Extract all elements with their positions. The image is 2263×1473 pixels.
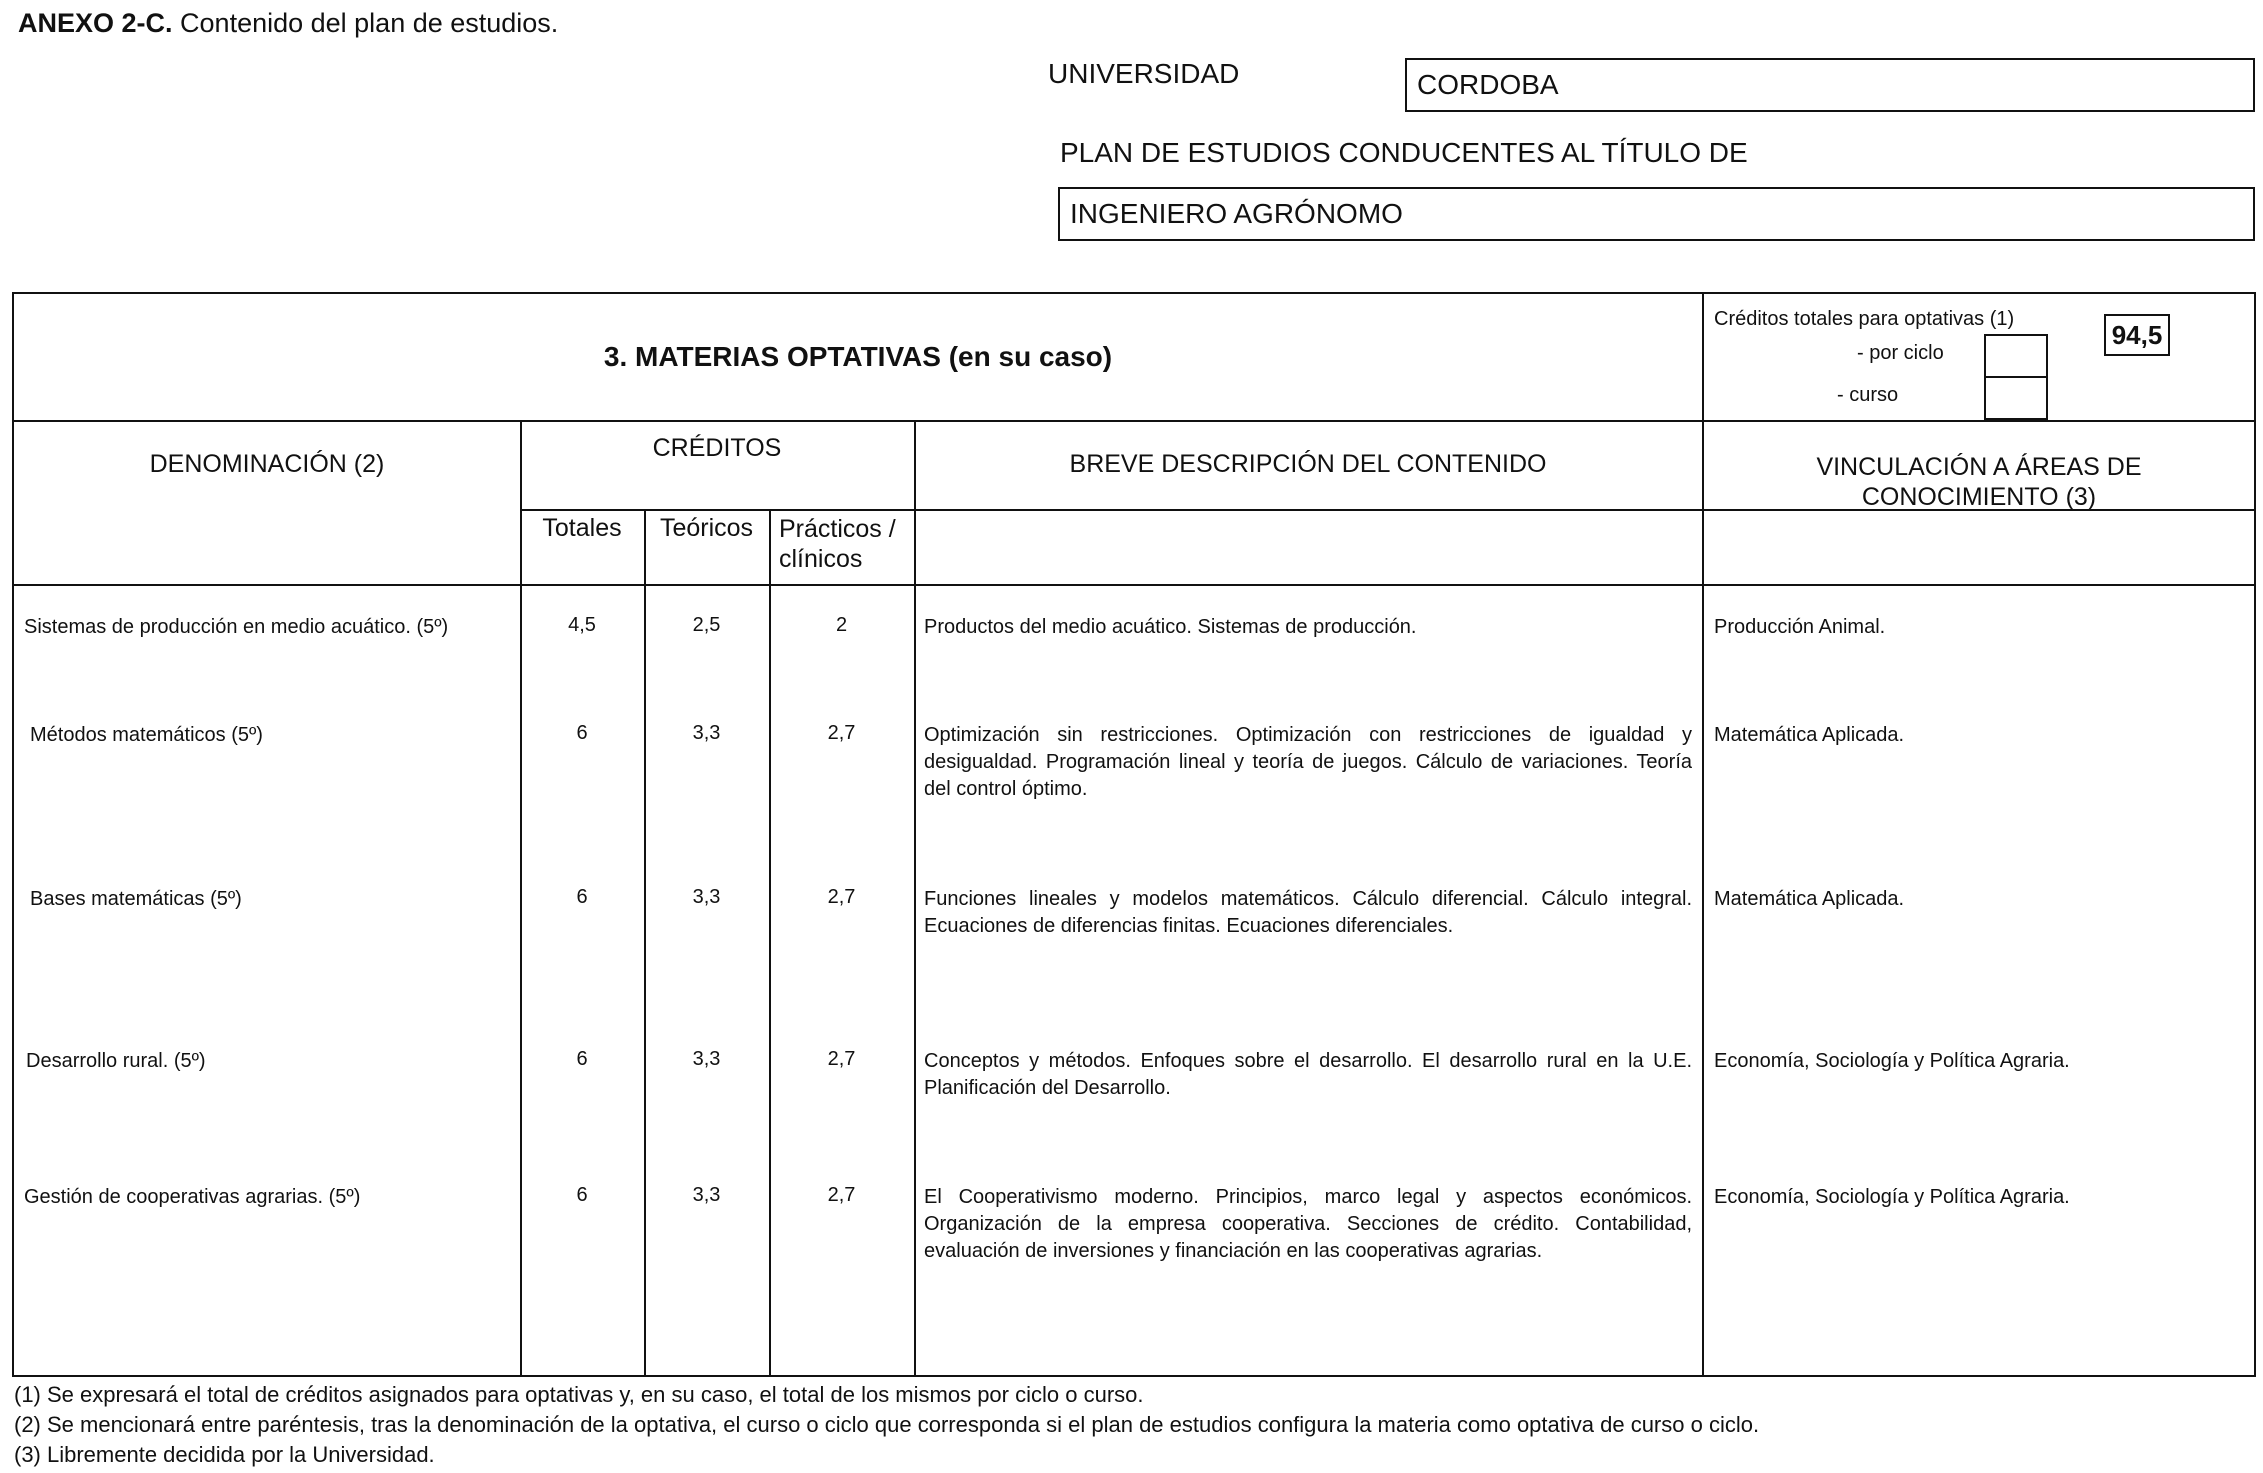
header-teoricos: Teóricos [659,514,754,542]
row-5-totales: 6 [576,1184,588,1206]
row-2-totales: 6 [576,722,588,744]
row-3-practicos: 2,7 [827,886,856,908]
row-1-name: Sistemas de producción en medio acuático. (5º) [24,616,449,638]
university-value: CORDOBA [1405,58,2255,112]
curso-label: - curso [1837,384,1899,406]
row-2-area: Matemática Aplicada. [1714,724,1905,746]
row-4-totales: 6 [576,1048,588,1070]
optional-subjects-table [12,292,2256,1377]
header-creditos: CRÉDITOS [652,434,782,462]
row-1-totales: 4,5 [568,614,596,636]
row-3-totales: 6 [576,886,588,908]
row-4-name: Desarrollo rural. (5º) [26,1050,206,1072]
header-vinculacion: VINCULACIÓN A ÁREAS DE CONOCIMIENTO (3) [1816,453,2142,511]
por-ciclo-box [1984,334,2048,378]
row-1-descripcion: Productos del medio acuático. Sistemas de producción. [924,616,1417,638]
degree-title-value: INGENIERO AGRÓNOMO [1058,187,2255,241]
header-totales: Totales [542,514,622,542]
row-3-teoricos: 3,3 [692,886,721,908]
row-3-name: Bases matemáticas (5º) [30,888,242,910]
row-3-area: Matemática Aplicada. [1714,888,1905,910]
row-1-teoricos: 2,5 [692,614,721,636]
section-title: 3. MATERIAS OPTATIVAS (en su caso) [603,341,1113,372]
row-2-descripcion: Optimización sin restricciones. Optimización con restricciones de igualdad y desigualdad. Programación lineal y teoría de juegos. Cálculo de variaciones. Teoría del control óptimo. [924,724,1692,800]
annex-label: ANEXO 2-C. [18,8,173,38]
header-denominacion: DENOMINACIÓN (2) [149,450,385,478]
curso-box [1984,376,2048,420]
row-2-teoricos: 3,3 [692,722,721,744]
annex-title [18,8,558,39]
row-1-practicos: 2 [835,614,848,636]
footnote-3: (3) Libremente decidida por la Universidad. [14,1442,435,1467]
row-5-name: Gestión de cooperativas agrarias. (5º) [24,1186,361,1208]
credits-total-label: Créditos totales para optativas (1) [1714,308,2015,330]
row-4-teoricos: 3,3 [692,1048,721,1070]
row-2-name: Métodos matemáticos (5º) [30,724,263,746]
row-5-teoricos: 3,3 [692,1184,721,1206]
header-practicos: Prácticos / clínicos [779,515,896,573]
footnote-2: (2) Se mencionará entre paréntesis, tras la denominación de la optativa, el curso o ciclo que corresponda si el plan de estudios configura la materia como optativa de curso o ciclo. [14,1412,1760,1437]
footnote-1: (1) Se expresará el total de créditos asignados para optativas y, en su caso, el total de los mismos por ciclo o curso. [14,1382,1144,1407]
por-ciclo-label: - por ciclo [1857,342,1944,364]
row-5-practicos: 2,7 [827,1184,856,1206]
plan-label: PLAN DE ESTUDIOS CONDUCENTES AL TÍTULO DE [1060,137,1748,168]
row-4-descripcion: Conceptos y métodos. Enfoques sobre el desarrollo. El desarrollo rural en la U.E. Planificación del Desarrollo. [924,1050,1692,1099]
header-descripcion: BREVE DESCRIPCIÓN DEL CONTENIDO [1069,450,1547,478]
footnotes [14,1380,1759,1470]
row-3-descripcion: Funciones lineales y modelos matemáticos. Cálculo diferencial. Cálculo integral. Ecuaciones de diferencias finitas. Ecuaciones diferenciales. [924,888,1692,937]
row-1-area: Producción Animal. [1714,616,1886,638]
row-5-area: Economía, Sociología y Política Agraria. [1714,1186,2070,1208]
annex-text: Contenido del plan de estudios. [172,8,559,38]
row-2-practicos: 2,7 [827,722,856,744]
university-label: UNIVERSIDAD [1048,58,1240,89]
row-4-area: Economía, Sociología y Política Agraria. [1714,1050,2070,1072]
row-4-practicos: 2,7 [827,1048,856,1070]
credits-total-value: 94,5 [2104,314,2170,356]
row-5-descripcion: El Cooperativismo moderno. Principios, marco legal y aspectos económicos. Organización de la empresa cooperativa. Secciones de crédito. Contabilidad, evaluación de inversiones y financiación en las cooperativas agrarias. [924,1186,1692,1262]
